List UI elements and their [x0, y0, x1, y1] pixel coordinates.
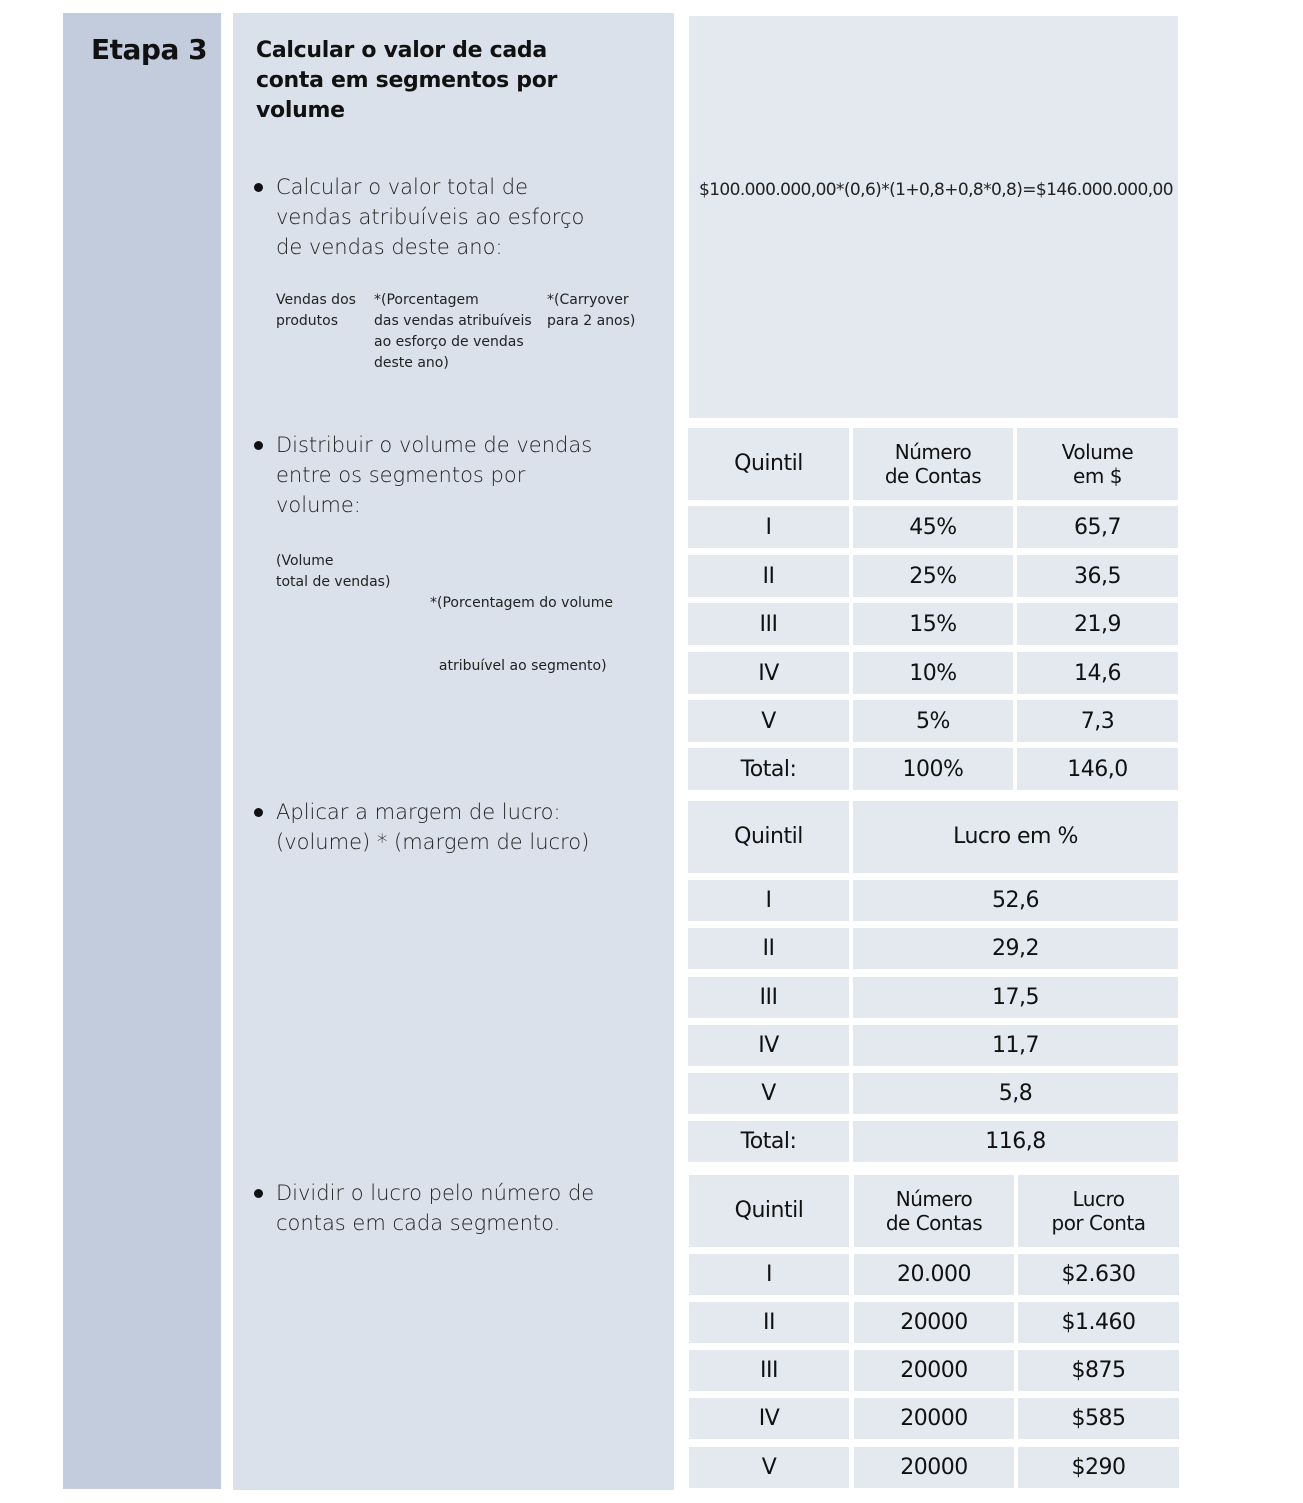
table-cell: 21,9	[1017, 603, 1178, 645]
formula-text: $100.000.000,00*(0,6)*(1+0,8+0,8*0,8)=$146.000.000,00	[699, 180, 1173, 200]
table-cell: 10%	[853, 652, 1013, 694]
table-cell: 20000	[854, 1447, 1014, 1488]
formula-box	[689, 16, 1178, 418]
table-header-cell: Lucro em %	[853, 801, 1178, 873]
header-line: de Contas	[885, 1211, 983, 1235]
table-cell: 45%	[853, 506, 1013, 548]
table-cell: 14,6	[1017, 652, 1178, 694]
table-cell: 20000	[854, 1350, 1014, 1391]
header-line: por Conta	[1051, 1211, 1146, 1235]
bullet-line: (volume) * (margem de lucro)	[276, 830, 590, 854]
bullet-text	[276, 797, 589, 857]
description-column	[233, 13, 674, 1490]
table-header-cell: Quintil	[688, 428, 849, 500]
table-total-cell: 116,8	[853, 1121, 1178, 1162]
table-total-cell: 100%	[853, 748, 1013, 790]
header-line: Número	[894, 440, 972, 464]
bullet-dot-icon	[254, 183, 263, 192]
bullet-line: contas em cada segmento.	[276, 1211, 561, 1235]
table-cell: IV	[688, 652, 849, 694]
description-title-line: volume	[256, 98, 345, 123]
bullet-text	[276, 430, 592, 520]
table-cell: 5,8	[853, 1073, 1178, 1114]
header-line: Número	[895, 1187, 973, 1211]
table-cell: 52,6	[853, 880, 1178, 921]
table-header-cell: Quintil	[689, 1175, 849, 1247]
note-line: para 2 anos)	[547, 313, 636, 329]
table-cell: IV	[689, 1398, 849, 1439]
bullet-line: Distribuir o volume de vendas	[276, 433, 593, 457]
table-cell: 5%	[853, 700, 1013, 742]
note-carryover	[547, 290, 635, 332]
table-cell: 20000	[854, 1302, 1014, 1343]
description-title-line: conta em segmentos por	[256, 68, 558, 93]
header-line: Lucro	[1072, 1187, 1125, 1211]
bullet-line: Dividir o lucro pelo número de	[276, 1181, 595, 1205]
note-line: das vendas atribuíveis	[374, 313, 532, 329]
table-cell: 65,7	[1017, 506, 1178, 548]
table-cell: III	[688, 977, 849, 1018]
table-total-cell: Total:	[688, 748, 849, 790]
bullet-dot-icon	[254, 1189, 263, 1198]
bullet-text	[276, 172, 584, 262]
table-cell: I	[689, 1254, 849, 1295]
table-cell: II	[688, 555, 849, 597]
table-cell: $585	[1018, 1398, 1179, 1439]
bullet-line: Aplicar a margem de lucro:	[276, 800, 561, 824]
table-cell: I	[688, 880, 849, 921]
bullet-dot-icon	[254, 808, 263, 817]
table-cell: 7,3	[1017, 700, 1178, 742]
table-cell: II	[689, 1302, 849, 1343]
table-cell: IV	[688, 1025, 849, 1066]
bullet-line: Calcular o valor total de	[276, 175, 528, 199]
note-line: atribuível ao segmento)	[430, 658, 607, 674]
table-cell: 29,2	[853, 928, 1178, 969]
table-cell: 17,5	[853, 977, 1178, 1018]
bullet-line: volume:	[276, 493, 361, 517]
note-line: Vendas dos	[276, 292, 356, 308]
table-cell: 36,5	[1017, 555, 1178, 597]
table-cell: I	[688, 506, 849, 548]
table-cell: V	[689, 1447, 849, 1488]
table-cell: 11,7	[853, 1025, 1178, 1066]
header-line: em $	[1073, 464, 1122, 488]
table-cell: $1.460	[1018, 1302, 1179, 1343]
bullet-dot-icon	[254, 441, 263, 450]
table-cell: $290	[1018, 1447, 1179, 1488]
note-line: produtos	[276, 313, 339, 329]
table-cell: 15%	[853, 603, 1013, 645]
table-cell: III	[688, 603, 849, 645]
note-line: *(Carryover	[547, 292, 629, 308]
step-title: Etapa 3	[91, 33, 208, 66]
note-line: deste ano)	[374, 355, 449, 371]
table-header-cell	[1018, 1175, 1179, 1247]
bullet-text	[276, 1178, 594, 1238]
table-cell: $2.630	[1018, 1254, 1179, 1295]
table-cell: $875	[1018, 1350, 1179, 1391]
header-line: Volume	[1061, 440, 1134, 464]
table-cell: 25%	[853, 555, 1013, 597]
table-total-cell: Total:	[688, 1121, 849, 1162]
table-total-cell: 146,0	[1017, 748, 1178, 790]
header-line: de Contas	[884, 464, 982, 488]
description-title-line: Calcular o valor de cada	[256, 38, 547, 63]
table-header-cell	[1017, 428, 1178, 500]
table-header-cell	[853, 428, 1013, 500]
note-sales-percentage	[374, 290, 532, 374]
note-line: total de vendas)	[276, 574, 391, 590]
table-header-cell	[854, 1175, 1014, 1247]
note-line: *(Porcentagem	[374, 292, 479, 308]
bullet-line: vendas atribuíveis ao esforço	[276, 205, 585, 229]
table-cell: V	[688, 700, 849, 742]
table-cell: III	[689, 1350, 849, 1391]
table-header-cell: Quintil	[688, 801, 849, 873]
table-cell: V	[688, 1073, 849, 1114]
note-line: ao esforço de vendas	[374, 334, 524, 350]
table-cell: 20000	[854, 1398, 1014, 1439]
table-cell: II	[688, 928, 849, 969]
bullet-line: entre os segmentos por	[276, 463, 526, 487]
note-product-sales	[276, 290, 356, 332]
step-column	[63, 13, 221, 1489]
note-line: *(Porcentagem do volume	[430, 595, 614, 611]
table-cell: 20.000	[854, 1254, 1014, 1295]
bullet-line: de vendas deste ano:	[276, 235, 503, 259]
note-line: (Volume	[276, 553, 334, 569]
note-segment-percentage	[430, 551, 613, 719]
note-total-volume	[276, 551, 390, 593]
description-title	[256, 36, 576, 126]
